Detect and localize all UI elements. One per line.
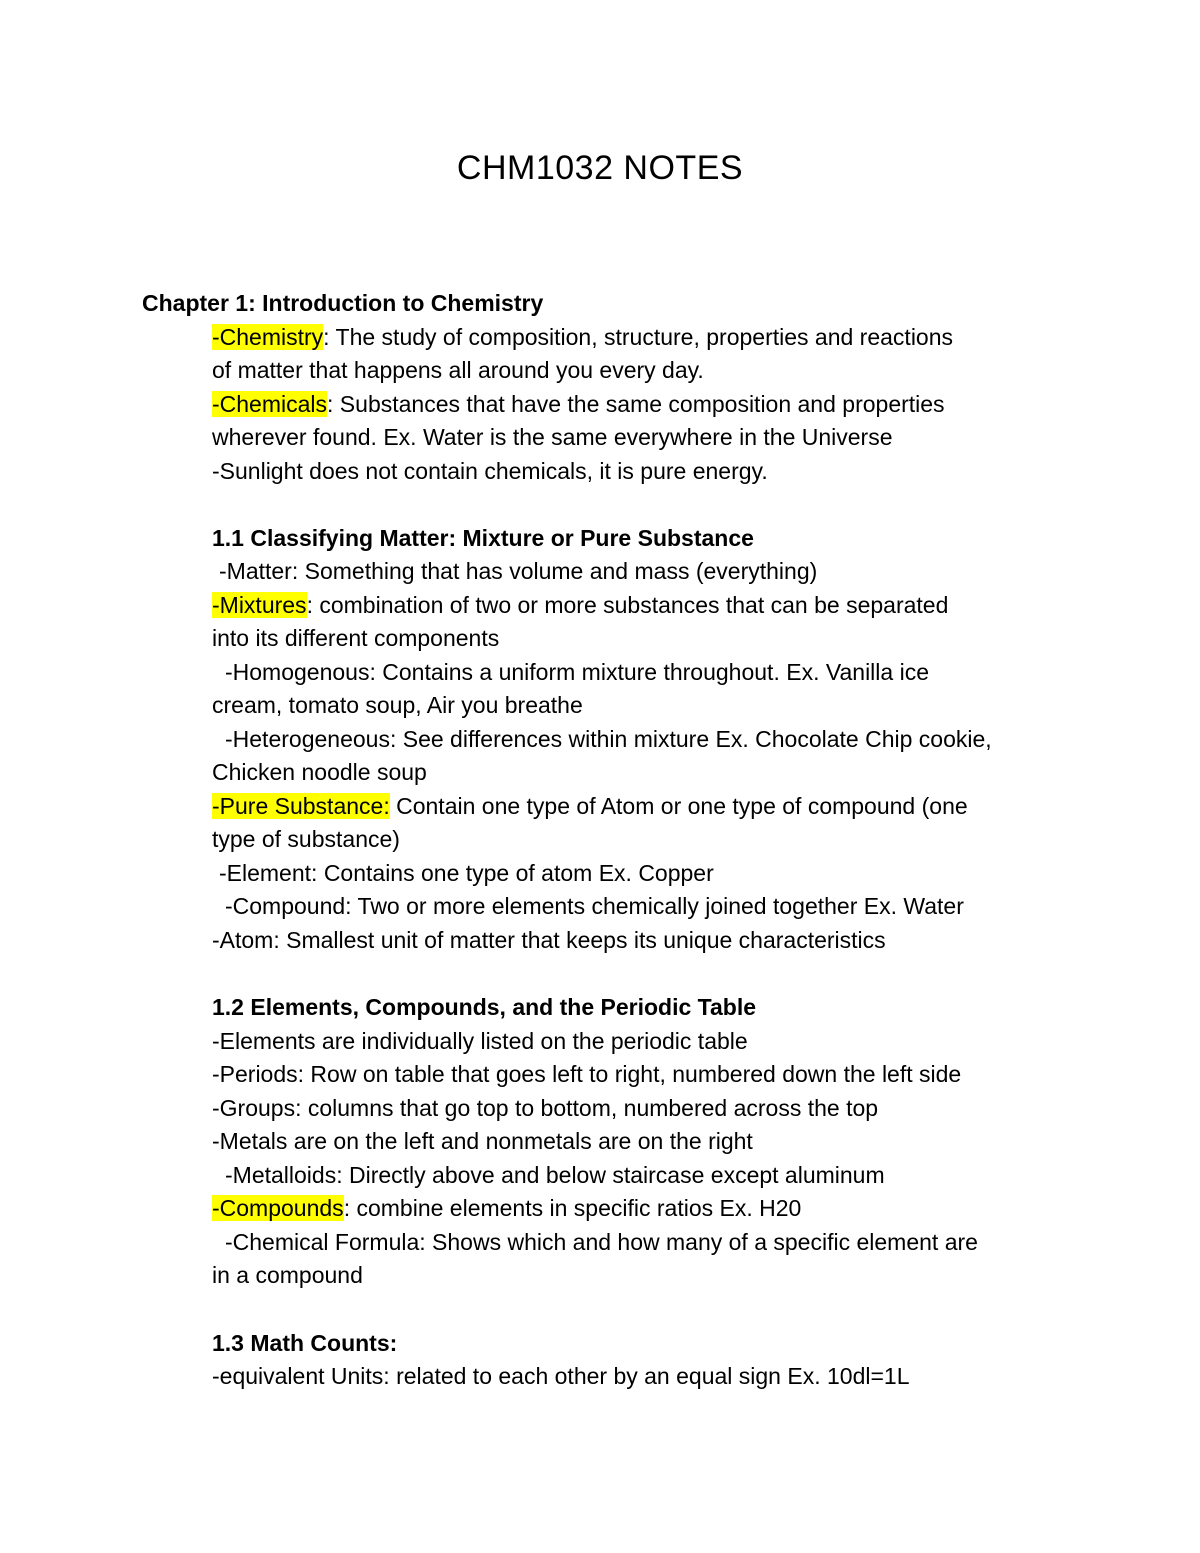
mixtures-definition-line-1 (212, 590, 948, 620)
compound-definition: -Compound: Two or more elements chemically joined together Ex. Water (225, 893, 964, 919)
heterogeneous-line-2: Chicken noodle soup (212, 759, 427, 785)
compounds-definition (212, 1193, 801, 1223)
definition-text: : Substances that have the same composition and properties (327, 391, 945, 417)
mixtures-definition-line-2: into its different components (212, 625, 500, 651)
pure-substance-line-1 (212, 791, 968, 821)
chemistry-definition-line-1 (212, 322, 953, 352)
sunlight-note: -Sunlight does not contain chemicals, it is pure energy. (212, 458, 768, 484)
matter-definition: -Matter: Something that has volume and mass (everything) (219, 558, 818, 584)
periods-definition: -Periods: Row on table that goes left to right, numbered down the left side (212, 1061, 962, 1087)
equivalent-units-definition: -equivalent Units: related to each other by an equal sign Ex. 10dl=1L (212, 1363, 910, 1389)
definition-text: : combination of two or more substances that can be separated (306, 592, 949, 618)
definition-text: : combine elements in specific ratios Ex. H20 (343, 1195, 802, 1221)
section-1-3-heading: 1.3 Math Counts: (212, 1330, 398, 1356)
highlighted-term-mixtures: -Mixtures (212, 592, 307, 618)
highlighted-term-compounds: -Compounds (212, 1195, 344, 1221)
section-1-1-heading: 1.1 Classifying Matter: Mixture or Pure Substance (212, 525, 754, 551)
heterogeneous-line-1: -Heterogeneous: See differences within mixture Ex. Chocolate Chip cookie, (225, 726, 992, 752)
definition-text: Contain one type of Atom or one type of compound (one (389, 793, 968, 819)
homogenous-line-2: cream, tomato soup, Air you breathe (212, 692, 583, 718)
pure-substance-line-2: type of substance) (212, 826, 400, 852)
highlighted-term-chemicals: -Chemicals (212, 391, 328, 417)
chemical-formula-line-1: -Chemical Formula: Shows which and how many of a specific element are (225, 1229, 978, 1255)
metals-note: -Metals are on the left and nonmetals are on the right (212, 1128, 753, 1154)
atom-definition: -Atom: Smallest unit of matter that keeps its unique characteristics (212, 927, 886, 953)
elements-note: -Elements are individually listed on the periodic table (212, 1028, 748, 1054)
highlighted-term-pure-substance: -Pure Substance: (212, 793, 390, 819)
element-definition: -Element: Contains one type of atom Ex. Copper (219, 860, 714, 886)
definition-text: : The study of composition, structure, properties and reactions (323, 324, 954, 350)
page-title: CHM1032 NOTES (456, 149, 744, 187)
groups-definition: -Groups: columns that go top to bottom, numbered across the top (212, 1095, 879, 1121)
section-1-2-heading: 1.2 Elements, Compounds, and the Periodic Table (212, 994, 757, 1020)
chapter-1-heading: Chapter 1: Introduction to Chemistry (142, 290, 544, 316)
chemicals-definition-line-1 (212, 389, 945, 419)
chemical-formula-line-2: in a compound (212, 1262, 363, 1288)
highlighted-term-chemistry: -Chemistry (212, 324, 324, 350)
metalloids-definition: -Metalloids: Directly above and below staircase except aluminum (225, 1162, 885, 1188)
homogenous-line-1: -Homogenous: Contains a uniform mixture throughout. Ex. Vanilla ice (225, 659, 929, 685)
chemistry-definition-line-2: of matter that happens all around you every day. (212, 357, 704, 383)
chemicals-definition-line-2: wherever found. Ex. Water is the same everywhere in the Universe (212, 424, 893, 450)
